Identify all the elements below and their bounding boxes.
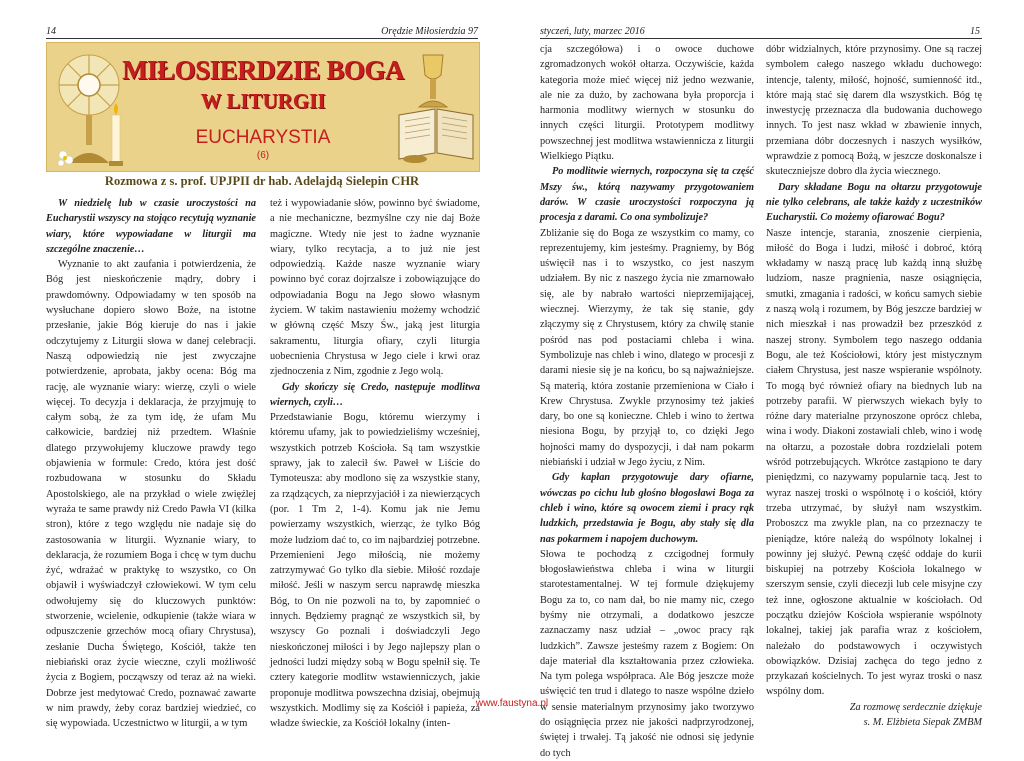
interview-question: Dary składane Bogu na ołtarzu przygotowuje nie tylko celebrans, ale także każdy z uczestników Eucharystii. Co możemy ofiarować Bogu? [766,181,982,224]
banner-subtitle: EUCHARYSTIA [195,127,331,148]
banner-title-line2: W LITURGII [200,89,326,113]
interview-question: Gdy kapłan przygotowuje dary ofiarne, wówczas po cichu lub głośno błogosławi Boga za chleb i wino, które są owocem ziemi i pracy rąk ludzkich, przedstawia je Bogu, aby stały się dla nas pokarmem i napojem duchowym. [540,472,754,545]
header-rule [46,38,478,39]
answer-paragraph: Zbliżanie się do Boga ze wszystkim co mamy, co reprezentujemy, kim jesteśmy. Pragniemy, by Bóg uświęcił nas i to wszystko, co jest naszym udziałem. By nic z naszego życia nie zmarnowało się, ale by nabrało wartości nieprzemijającej, wiecznej. Wierzymy, że tak się stanie, gdy złączymy się z Chrystusem, który za chwilę stanie pośród nas pod postaciami chleba i wina. Symbolizuje nas chleb i wino, dlatego w procesji z darami niesie się je na końcu, bo są najważniejsze. Są materią, która zostanie przemieniona w Ciało i Krew Chrystusa. Zwykle przynosimy też jakieś dary, bo one są konieczne. Chleb i wino to żertwa niesiona Bogu, by przyjął to, co dzięki Jego hojności mamy do dyspozycji, i dał nam pokarm niebiański i udział w Jego życiu, z Nim. [540,227,754,469]
interview-line: Rozmowa z s. prof. UPJPII dr hab. Adelajdą Sielepin CHR [104,174,420,188]
page-number: 14 [46,26,56,37]
running-head: Orędzie Miłosierdzia 97 [381,26,478,37]
interview-question: Gdy skończy się Credo, następuje modlitwa wiernych, czyli… [270,381,480,408]
right-page [514,0,1024,759]
page-number: 15 [970,26,980,37]
signature: Za rozmowę serdecznie dziękuje [849,701,982,713]
answer-paragraph: dóbr widzialnych, które przynosimy. One są raczej symbolem całego naszego wkładu duchowego: intencje, talenty, miłość, hojność, sumienność itd., które mają stać się darem dla wszystkich. Bóg tę inwestycję przeznacza dla budowania duchowego innych. To jest nasz wkład w zbawienie innych, przemiana dóbr doczesnych i naszych wysiłków, wprawdzie z pomocą Bożą, w jeszcze doskonalsze i skuteczniejsze dobro dla życia wiecznego. [766,44,982,178]
text-column-4 [766,42,982,729]
footer-url[interactable]: www.faustyna.pl [475,698,549,709]
header-rule [540,38,982,39]
answer-paragraph: Nasze intencje, starania, znoszenie cierpienia, miłość do Boga i ludzi, miłość i dobroć, którą wkładamy w naszą pracę lub każdą inną służbę ludziom, nasze pragnienia, nasze osiągnięcia, smutki, zmagania i radości, w końcu samych siebie z naszą wolą i rozumem, by Bóg jeszcze bardziej w nich mieszkał i nas prowadził bez przeszkód z naszej strony. Symbolem tego naszego oddania Bogu, ale też Kościołowi, który jest mistycznym ciałem Chrystusa, jest nasze wspieranie wspólnoty. To mogą być również ofiary na biednych lub na potrzeby parafii. W pierwszych wiekach były to różne dary materialne przynoszone oprócz chleba, wina i wody. Diakoni zostawiali chleb, wino i wodę na ołtarzu, a pozostałe dobra rozdzielali potem wśród potrzebujących. Wkrótce zastąpiono te dary pieniędzmi, co nazywamy popularnie tacą. Jest to wyraz naszej troski o wspólnotę i o kościół, który trzeba utrzymać, by służył nam wszystkim. Proboszcz ma zwykle plan, na co przeznaczy te pieniądze, które należą do wspólnoty lokalnej i powinny jej służyć. Pewną część oddaje do kurii biskupiej na potrzeby Kościoła lokalnego w szerszym sensie, czyli diecezji lub cele misyjne czy też inne, ogłoszone aktualnie w kościołach. Od początku dziejów Kościoła wspieranie wspólnoty lokalnej, takiej jak parafia wraz z kościołem, należało do podstawowych i oczywistych obowiązków. Dzisiaj zachęca do tego jedno z przykazań kościelnych. To jest wyraz troski o nasz wspólny dom. [766,227,982,698]
article-banner [46,42,480,172]
answer-paragraph: Wyznanie to akt zaufania i potwierdzenia, że Bóg jest nieskończenie mądry, dobry i prawdomówny. Odpowiadamy w ten sposób na wysłuchane dopiero słowo Boże, na istotne przesłanie, jakie Bóg kieruje do nas i jakie odczytujemy z Liturgii słowa w danej celebracji. Naszą odpowiedzią nie jest zwyczajne potwierdzenie, aprobata, jakby ocena: Bóg ma rację, ale wyznanie wiary: wierzę, czyli o wiele więcej. To decyzja i deklaracja, że przyjmuję to całym sobą, że za tym idę, że ufam Mu całkowicie, bardziej niż przedtem. Właśnie dlatego przywołujemy kluczowe prawdy tego objawienia w formule: Credo, która jest dość rozbudowana w stosunku do Składu Apostolskiego, ale na przykład o wiele zwięźlej wyraża te same prawdy niż Credo Pawła VI (kilka stron), które z tego względu nie nadaje się do zastosowania w liturgii. Wyznanie wiary, to deklaracja, że rozumiem Boga i chcę w tym duchu żyć, wdrażać w praktykę to wszystko, co On objawił i wyświadczył człowiekowi. W tym celu odwołujemy się do kluczowych punktów: stworzenie, wcielenie, odkupienie (także wiara w odpuszczenie grzechów mocą ofiary Chrystusa), zesłanie Ducha Świętego, Kościół, także ten niebiański oraz życie wieczne, czyli możliwość życia z Bogiem, począwszy od teraz aż na wieki. Dobrze jest medytować Credo, poznawać zawarte w nim prawdy, żeby coraz bardziej wiedzieć, co się wypowiada. Uczestnictwo w liturgii, a w tym [46,259,256,730]
answer-paragraph: też i wypowiadanie słów, powinno być świadome, a nie mechaniczne, bezmyślne czy nie daj Boże magiczne. Wtedy nie jest to żadne wyznanie wiary, tylko recytacja, a to już nie jest odpowiedzią. Każde nasze wyznanie wiary powinno być coraz dojrzalsze i zobowiązujące do odpowiadania Bogu na Jego słowo własnym życiem. W takim nastawieniu możemy wchodzić w główną część Mszy Św., jaką jest liturgia sakramentu, liturgia ofiary, czyli liturgia uobecnienia Chrystusa w Jego ciele i krwi oraz zjednoczenia z Nim, zgodnie z Jego wolą. [270,198,480,378]
running-head: styczeń, luty, marzec 2016 [540,26,645,37]
answer-paragraph: Słowa te pochodzą z czcigodnej formuły błogosławieństwa chleba i wina w liturgii starotestamentalnej. W tej formule dziękujemy Bogu za to, co nam dał, bo nie mamy nic, czego byśmy nie otrzymali, a dodatkowo jeszcze zaznaczamy nasz udział – „owoc pracy rąk ludzkich”. Zawsze jesteśmy razem z Bogiem: On daje materiał dla kształtowania przez człowieka. Na tym polega współpraca. Ale Bóg jeszcze może uświęcić ten trud i dlatego to nasze wspólne dzieło w sensie materialnym przynosimy jako tworzywo do osiągnięcia przez nie jakości nadprzyrodzonej, świętej i trwałej. Tą jakość nie odnosi się jedynie do tych [540,548,754,759]
text-column-3 [540,42,754,759]
answer-paragraph: cja szczegółowa) i o owoce duchowe zgromadzonych wokół ołtarza. Oczywiście, każda kategoria może mieć więcej niż jedno wezwanie, ale nie za dużo, by zachowana była proporcja i harmonia modlitwy wiernych w stosunku do innych części liturgii. Prototypem modlitwy powszechnej jest modlitwa wstawiennicza z liturgii Wielkiego Piątku. [540,44,754,163]
interview-question: Po modlitwie wiernych, rozpoczyna się ta część Mszy św., którą nazywamy przygotowaniem darów. W czasie uroczystości rozpoczyna ją procesja z darami. Co ona symbolizuje? [540,166,754,224]
banner-part-number: (6) [256,150,270,161]
open-book-icon [397,103,475,165]
signature: s. M. Elżbieta Siepak ZMBM [863,717,982,729]
text-column-2 [270,196,480,730]
left-page [0,0,510,730]
lead-question: W niedzielę lub w czasie uroczystości na Eucharystii wszyscy na stojąco recytują wyznanie wiary, które wypowiadane w liturgii ma szczególne znaczenie… [46,198,256,255]
banner-title: MIŁOSIERDZIE BOGA [122,55,404,85]
text-column-1 [46,196,256,730]
answer-paragraph: Przedstawianie Bogu, któremu wierzymy i któremu ufamy, jak to powiedzieliśmy wcześniej, wszystkich potrzeb Kościoła. Są tam wszystkie sprawy, jak to zalecił św. Paweł w Liście do Tymoteusza: aby modlono się za wszystkie stany, za rządzących, za nieprzyjaciół i za niewierzących (por. 1 Tm 2, 1-4). Komu jak nie Jemu powierzamy wszystkich, wierząc, że tylko Bóg może ludziom dać to, co im najbardziej potrzebne. Przemienieni Jego miłością, nie możemy zatrzymywać Go tylko dla siebie. Miłość rozdaje miłość. Jeśli w naszym sercu naprawdę mieszka Bóg, to On nie pozwoli na to, by zapomnieć o innych. Będziemy pragnąć ze wszystkich sił, by wszyscy Go poznali i doświadczyli Jego nieskończonej miłości i by Jego najlepszy plan o jedności ludzi między sobą w Bogu spełnił się. Te cztery kategorie modlitw wstawienniczych, jakie proponuje modlitwa powszechna dzisiaj, obejmują wszystkich. Modlimy się za Kościół i papieża, za władze świeckie, za Kościół lokalny (inten- [270,412,480,730]
